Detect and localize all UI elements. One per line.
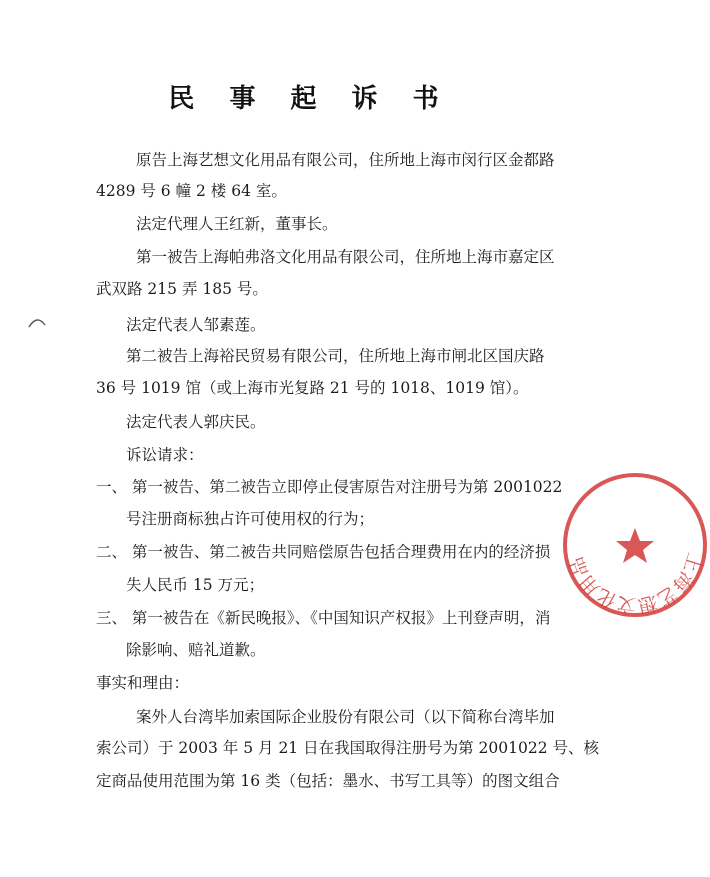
text-line: 除影响、赔礼道歉。: [126, 641, 266, 659]
text-line: 第二被告上海裕民贸易有限公司，住所地上海市闸北区国庆路: [126, 347, 545, 365]
punch-hole-mark: [28, 316, 46, 328]
text-line: 三、 第一被告在《新民晚报》、《中国知识产权报》上刊登声明，消: [96, 609, 551, 627]
text-line: 法定代表人郭庆民。: [126, 413, 266, 431]
text-line: 武双路 215 弄 185 号。: [96, 280, 268, 298]
text-line: 诉讼请求：: [126, 446, 204, 464]
text-line: 36 号 1019 馆（或上海市光复路 21 号的 1018、1019 馆）。: [96, 379, 529, 397]
text-line: 第一被告上海帕弗洛文化用品有限公司，住所地上海市嘉定区: [136, 248, 555, 266]
text-line: 法定代表人邹素莲。: [126, 316, 266, 334]
text-line: 法定代理人王红新，董事长。: [136, 215, 338, 233]
text-line: 失人民币 15 万元；: [126, 576, 265, 594]
text-line: 事实和理由：: [96, 674, 190, 692]
text-line: 原告上海艺想文化用品有限公司，住所地上海市闵行区金都路: [136, 151, 555, 169]
svg-text:上海艺想文化用品: 上海艺想文化用品: [565, 550, 706, 617]
company-seal-icon: [560, 470, 710, 620]
text-line: 4289 号 6 幢 2 楼 64 室。: [96, 182, 287, 200]
text-line: 索公司）于 2003 年 5 月 21 日在我国取得注册号为第 2001022 号、核: [96, 739, 599, 757]
text-line: 案外人台湾毕加索国际企业股份有限公司（以下简称台湾毕加: [136, 708, 555, 726]
text-line: 定商品使用范围为第 16 类（包括：墨水、书写工具等）的图文组合: [96, 772, 560, 790]
text-line: 号注册商标独占许可使用权的行为；: [126, 510, 375, 528]
text-line: 一、 第一被告、第二被告立即停止侵害原告对注册号为第 2001022: [96, 478, 563, 496]
document-title: 民 事 起 诉 书: [168, 84, 452, 114]
text-line: 二、 第一被告、第二被告共同赔偿原告包括合理费用在内的经济损: [96, 543, 551, 561]
